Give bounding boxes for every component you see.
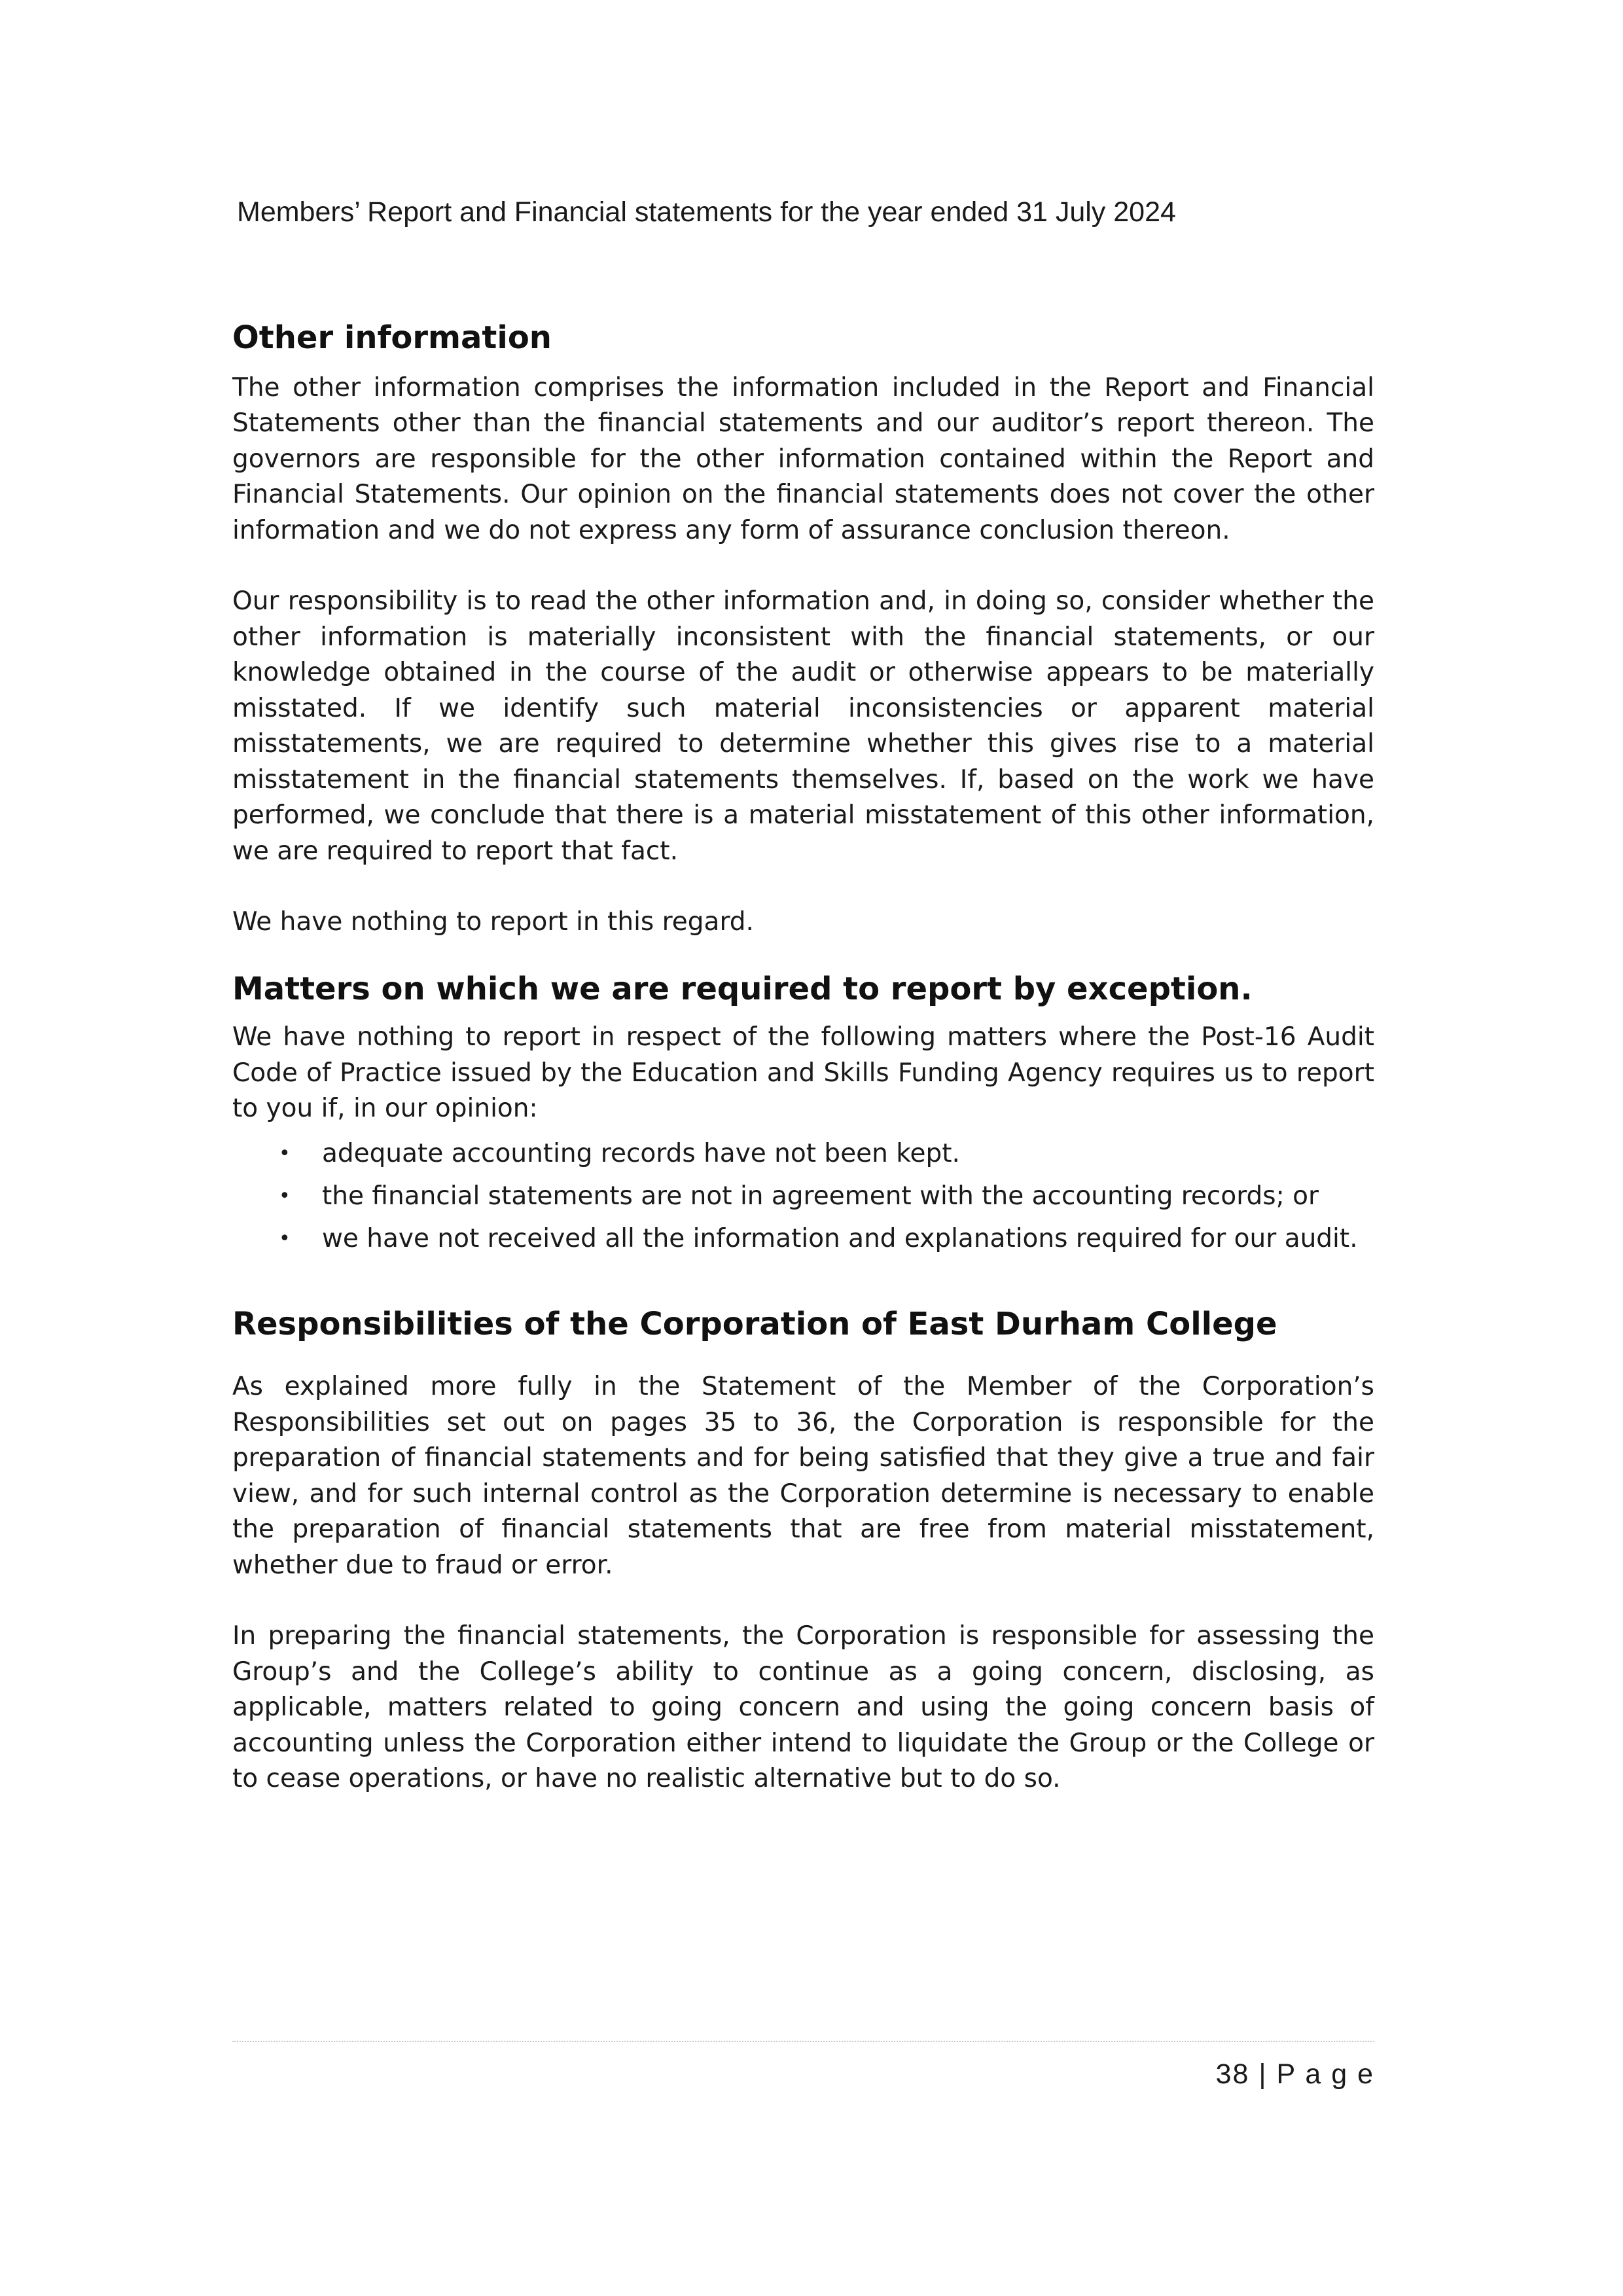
bullet-icon: • xyxy=(279,1141,291,1165)
section-corporation-responsibilities xyxy=(232,1306,1374,1797)
section-other-information xyxy=(232,319,1374,941)
bullet-icon: • xyxy=(279,1227,291,1250)
page-content xyxy=(232,319,1374,1797)
paragraph: We have nothing to report in respect of the following matters where the Post-16 Audit Code of Practice issued by the Education and Skills Funding Agency requires us to report to you if, in our opinion: xyxy=(232,1022,1374,1124)
section-heading-other-information: Other information xyxy=(232,319,552,356)
page-number: 38 | P a g e xyxy=(1215,2058,1374,2090)
paragraph: Our responsibility is to read the other information and, in doing so, consider whether the other information is materially inconsistent with the financial statements, or our knowledge obtained in the course of the audit or otherwise appears to be materially misstated. If we identify such material inconsistencies or apparent material misstatements, we are required to determine whether this gives rise to a material misstatement in the financial statements themselves. If, based on the work we have performed, we conclude that there is a material misstatement of this other information, we are required to report that fact. xyxy=(232,586,1374,866)
list-item xyxy=(232,1217,1374,1260)
section-heading-exception-matters: Matters on which we are required to report by exception. xyxy=(232,970,1253,1007)
paragraph: As explained more fully in the Statement of the Member of the Corporation’s Responsibilities set out on pages 35 to 36, the Corporation is responsible for the preparation of financial statements and for being satisfied that they give a true and fair view, and for such internal control as the Corporation determine is necessary to enable the preparation of financial statements that are free from material misstatement, whether due to fraud or error. xyxy=(232,1372,1374,1580)
list-item-text: the financial statements are not in agreement with the accounting records; or xyxy=(322,1181,1319,1211)
list-item xyxy=(232,1175,1374,1217)
section-heading-corporation-responsibilities: Responsibilities of the Corporation of East Durham College xyxy=(232,1305,1277,1342)
footer-divider xyxy=(232,2041,1374,2042)
list-item xyxy=(232,1132,1374,1175)
bullet-list xyxy=(232,1132,1374,1260)
bullet-icon: • xyxy=(279,1184,291,1208)
paragraph: We have nothing to report in this regard. xyxy=(232,907,754,937)
list-item-text: adequate accounting records have not been kept. xyxy=(322,1138,960,1168)
paragraph: In preparing the financial statements, the Corporation is responsible for assessing the Group’s and the College’s ability to continue as a going concern, disclosing, as applicable, matters related to going concern and using the going concern basis of accounting unless the Corporation either intend to liquidate the Group or the College or to cease operations, or have no realistic alternative but to do so. xyxy=(232,1621,1374,1794)
list-item-text: we have not received all the information and explanations required for our audit. xyxy=(322,1223,1358,1253)
paragraph: The other information comprises the information included in the Report and Financial Statements other than the financial statements and our auditor’s report thereon. The governors are responsible for the other information contained within the Report and Financial Statements. Our opinion on the financial statements does not cover the other information and we do not express any form of assurance conclusion thereon. xyxy=(232,372,1374,545)
section-exception-matters xyxy=(232,971,1374,1260)
running-header: Members’ Report and Financial statements for the year ended 31 July 2024 xyxy=(237,196,1176,228)
